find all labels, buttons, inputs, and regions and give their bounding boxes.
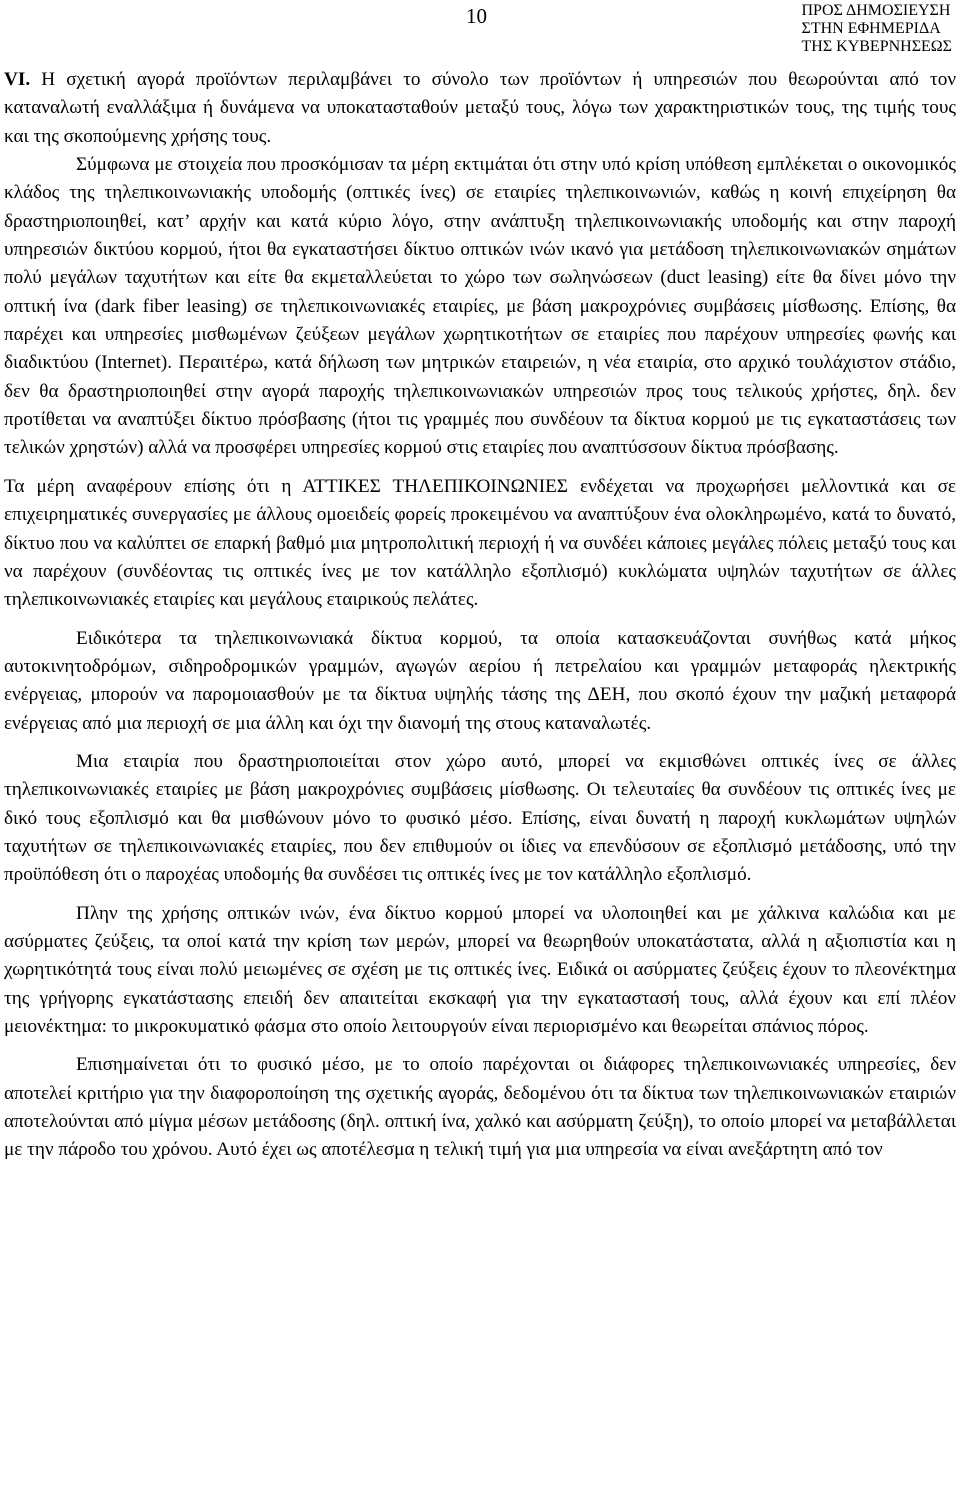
stamp-line: ΤΗΣ ΚΥΒΕΡΝΗΣΕΩΣ (801, 38, 952, 55)
page-number: 10 (466, 4, 487, 28)
stamp-line: ΣΤΗΝ ΕΦΗΜΕΡΙΔΑ (801, 20, 941, 37)
publication-stamp (802, 2, 953, 56)
paragraph: Σύμφωνα με στοιχεία που προσκόμισαν τα μέρη εκτιμάται ότι στην υπό κρίση υπόθεση εμπλέκεται ο οικονομικός κλάδος της τηλεπικοινωνιακής υποδομής (οπτικές ίνες) σε εταιρίες τηλεπικοινωνιών, καθώς η κοινή επιχείρηση θα δραστηριοποιηθεί, κατ’ αρχήν και κατά κύριο λόγο, στην ανάπτυξη τηλεπικοινωνιακής υποδομής και στην παροχή υπηρεσιών δικτύου κορμού, ήτοι θα εγκαταστήσει δίκτυο οπτικών ινών ικανό για μετάδοση τηλεπικοινωνιακών σημάτων πολύ μεγάλων ταχυτήτων και είτε θα εκμεταλλεύεται το χώρο των σωληνώσεων (duct leasing) είτε θα δίνει μόνο την οπτική ίνα (dark fiber leasing) σε τηλεπικοινωνιακές εταιρίες, με βάση μακροχρόνιες συμβάσεις μίσθωσης. Επίσης, θα παρέχει και υπηρεσίες μισθωμένων ζεύξεων μεγάλων χωρητικοτήτων σε εταιρίες που παρέχουν υπηρεσίες φωνής και διαδικτύου (Internet). Περαιτέρω, κατά δήλωση των μητρικών εταιρειών, η νέα εταιρία, στο αρχικό τουλάχιστον στάδιο, δεν θα δραστηριοποιηθεί στην αγορά παροχής τηλεπικοινωνιακών υπηρεσιών προς τους τελικούς χρήστες, δηλ. δεν προτίθεται να αναπτύξει δίκτυο πρόσβασης (ήτοι τις γραμμές που συνδέουν τα δίκτυα κορμού με τις εγκαταστάσεις των τελικών χρηστών) αλλά να προσφέρει υπηρεσίες κορμού στις εταιρίες που αναπτύσσουν δίκτυα πρόσβασης. (4, 154, 956, 459)
paragraph: Επισημαίνεται ότι το φυσικό μέσο, με το οποίο παρέχονται οι διάφορες τηλεπικοινωνιακές υπηρεσίες, δεν αποτελεί κριτήριο για την διαφοροποίηση της σχετικής αγοράς, δεδομένου ότι τα δίκτυα των τηλεπικοινωνιακών εταιριών αποτελούνται από μίγμα μέσων μετάδοσης (δηλ. οπτική ίνα, χαλκό και ασύρματη ζεύξη), το οποίο μπορεί να μεταβάλλεται με την πάροδο του χρόνου. Αυτό έχει ως αποτέλεσμα η τελική τιμή για μια υπηρεσία να είναι ανεξάρτητη από τον (4, 1054, 956, 1161)
stamp-line: ΠΡΟΣ ΔΗΜΟΣΙΕΥΣΗ (801, 2, 951, 19)
section-text: Η σχετική αγορά προϊόντων περιλαμβάνει το σύνολο των προϊόντων ή υπηρεσιών που θεωρούνται από τον καταναλωτή εναλλάξιμα ή δυνάμενα να υποκατασταθούν μεταξύ τους, λόγω των χαρακτηριστικών τους, της τιμής τους και της σκοπούμενης χρήσης τους. (4, 69, 956, 147)
paragraph: Ειδικότερα τα τηλεπικοινωνιακά δίκτυα κορμού, τα οποία κατασκευάζονται συνήθως κατά μήκος αυτοκινητοδρόμων, σιδηροδρομικών γραμμών, αγωγών αερίου ή πετρελαίου και γραμμών μεταφοράς ηλεκτρικής ενέργειας, μπορούν να παρομοιασθούν με τα δίκτυα υψηλής τάσης της ΔΕΗ, που σκοπό έχουν την μαζική μεταφορά ενέργειας από μια περιοχή σε μια άλλη και όχι την διανομή της στους καταναλωτές. (4, 627, 956, 734)
document-body (4, 66, 956, 1165)
section-number: VI. (4, 69, 31, 90)
section-paragraph (4, 66, 956, 151)
paragraph: Μια εταιρία που δραστηριοποιείται στον χώρο αυτό, μπορεί να εκμισθώνει οπτικές ίνες σε άλλες τηλεπικοινωνιακές εταιρίες με βάση μακροχρόνιες συμβάσεις μίσθωσης. Οι τελευταίες θα συνδέουν τις οπτικές ίνες με δικό τους εξοπλισμό και θα μισθώνουν μόνο το φυσικό μέσο. Επίσης, είναι δυνατή η παροχή κυκλωμάτων υψηλών ταχυτήτων σε τηλεπικοινωνιακές εταιρίες, που δεν επιθυμούν οι ίδιες να επενδύσουν σε εξοπλισμό μετάδοσης, υπό την προϋπόθεση ότι ο παροχέας υποδομής θα συνδέσει τις οπτικές ίνες με τον κατάλληλο εξοπλισμό. (4, 750, 956, 886)
paragraph: Πλην της χρήσης οπτικών ινών, ένα δίκτυο κορμού μπορεί να υλοποιηθεί και με χάλκινα καλώδια και με ασύρματες ζεύξεις, τα οποί κατά την κρίση των μερών, μπορεί να θεωρηθούν υποκατάστατα, αλλά η αξιοπιστία και η χωρητικότητά τους είναι πολύ μειωμένες σε σχέση με τις οπτικές ίνες. Ειδικά οι ασύρματες ζεύξεις έχουν το πλεονέκτημα της γρήγορης εγκατάστασης επειδή δεν απαιτείται εκσκαφή για την εγκαταστασή τους, αλλά έχουν και επί πλέον μειονέκτημα: το μικροκυματικό φάσμα στο οποίο λειτουργούν είναι περιορισμένο και θεωρείται σπάνιος πόρος. (4, 902, 956, 1037)
paragraph: Τα μέρη αναφέρουν επίσης ότι η ΑΤΤΙΚΕΣ ΤΗΛΕΠΙΚΟΙΝΩΝΙΕΣ ενδέχεται να προχωρήσει μελλοντικά και σε επιχειρηματικές συνεργασίες με άλλους ομοειδείς φορείς προκειμένου να αναπτύξουν ένα ολοκληρωμένο, κατά το δυνατό, δίκτυο που να καλύπτει σε επαρκή βαθμό μια μητροπολιτική περιοχή ή να συνδέει κάποιες μεγάλες πόλεις μεταξύ τους και να παρέχουν (συνδέοντας τις οπτικές ίνες με τον κατάλληλο εξοπλισμό) κυκλώματα υψηλών ταχυτήτων σε άλλες τηλεπικοινωνιακές εταιρίες και μεγάλους εταιρικούς πελάτες. (4, 475, 956, 611)
